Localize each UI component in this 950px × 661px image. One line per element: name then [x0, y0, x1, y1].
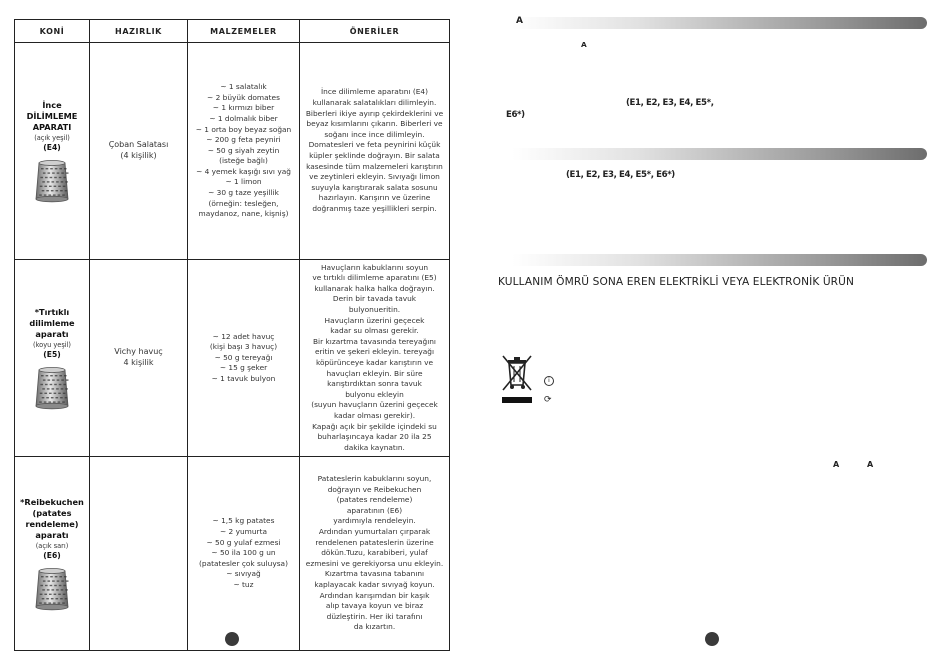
- suggestion-line: Bir kızartma tavasında tereyağını: [312, 336, 436, 346]
- suggestion-line: İnce dilimleme aparatını (E4): [320, 87, 429, 97]
- table-row: [15, 43, 450, 260]
- page-number-marker-left: [225, 632, 239, 646]
- ingredient-line: ~ 1,5 kg patates: [212, 516, 275, 526]
- suggestion-line: Kapağı açık bir şekilde içindeki su: [312, 421, 437, 431]
- suggestion-line: suyuyla karıştırarak salata sosunu: [311, 182, 438, 192]
- suggestion-line: kadar olması gerekir).: [333, 410, 416, 420]
- hazirlik-line: 4 kişilik: [123, 358, 154, 367]
- suggestion-line: Biberleri ikiye ayırıp çekirdeklerini ve: [305, 108, 444, 118]
- recipe-table: [14, 19, 450, 651]
- table-header-row: [15, 20, 450, 43]
- suggestion-line: köpürünceye kadar karıştırın ve: [315, 358, 434, 367]
- koni-name-line: dilimleme: [29, 317, 75, 328]
- koni-cell: [15, 43, 90, 260]
- header-oneriler: ÖNERİLER: [300, 20, 450, 43]
- table-row: [15, 457, 450, 651]
- ingredient-line: (patatesler çok suluysa): [199, 558, 288, 568]
- suggestion-line: havuçları ekleyin. Bir süre: [326, 368, 423, 378]
- ingredient-line: ~ 12 adet havuç: [212, 331, 275, 341]
- suggestion-line: Havuçların kabuklarını soyun: [320, 262, 429, 272]
- ingredient-line: ~ 30 g taze yeşillik: [208, 188, 279, 198]
- suggestion-line: Ardından karışımdan bir kaşık: [319, 590, 430, 600]
- ingredient-line: (örneğin: tesleğen,: [208, 198, 279, 208]
- suggestion-line: yardımıyla rendeleyin.: [333, 516, 416, 526]
- oneriler-cell: [300, 260, 450, 457]
- koni-name-line: (patates: [32, 507, 72, 518]
- suggestion-line: (patates rendeleme): [336, 495, 413, 505]
- suggestion-line: bulyonueritin.: [348, 305, 401, 315]
- hazirlik-line: Çoban Salatası: [108, 140, 169, 150]
- ingredient-line: (isteğe bağlı): [219, 156, 268, 166]
- ingredient-line: maydanoz, nane, kişniş): [198, 209, 289, 219]
- suggestion-line: karıştırdıktan sonra tavuk: [327, 379, 422, 389]
- section-bar-1-label: A: [516, 16, 523, 26]
- suggestion-line: Kızartma tavasına tabanını: [324, 569, 425, 579]
- crossed-out-bin-icon: [500, 352, 534, 404]
- oneriler-cell: [300, 43, 450, 260]
- table-row: [15, 260, 450, 457]
- cone-codes-line-1: (E1, E2, E3, E4, E5*,: [626, 98, 714, 108]
- malzemeler-cell: [188, 457, 300, 651]
- section-title-weee: KULLANIM ÖMRÜ SONA EREN ELEKTRİKLİ VEYA ELEKTRONİK ÜRÜN: [498, 276, 855, 288]
- suggestion-line: dakika kaynatın.: [344, 442, 405, 452]
- ingredient-line: ~ 1 orta boy beyaz soğan: [195, 124, 292, 134]
- oneriler-cell: [300, 457, 450, 651]
- hazirlik-line: (4 kişilik): [120, 151, 157, 160]
- koni-color: (koyu yeşil): [33, 340, 71, 349]
- suggestion-line: dökün.Tuzu, karabiberi, yulaf: [321, 548, 428, 558]
- koni-name-line: APARATI: [32, 121, 72, 132]
- suggestion-line: ve tırtıklı dilimleme aparatını (E5): [312, 273, 437, 283]
- cone-drum-image-3: [32, 567, 72, 611]
- suggestion-line: Patateslerin kabuklarını soyun,: [317, 474, 432, 484]
- suggestion-line: Domatesleri ve feta peynirini küçük: [308, 140, 441, 150]
- suggestion-line: kullanarak salatalıkları dilimleyin.: [312, 98, 437, 108]
- suggestion-line: (suyun havuçların üzerini geçecek: [311, 400, 438, 410]
- malzemeler-cell: [188, 43, 300, 260]
- koni-name-line: aparatı: [35, 328, 69, 339]
- ingredient-line: ~ 50 g yulaf ezmesi: [206, 537, 281, 547]
- suggestion-line: kaplayacak kadar sıvıyağ koyun.: [314, 579, 435, 589]
- ingredient-line: ~ 50 ila 100 g un: [211, 548, 276, 558]
- cone-drum-image-1: [32, 159, 72, 203]
- header-hazirlik: HAZIRLIK: [90, 20, 188, 43]
- ingredient-line: (kişi başı 3 havuç): [209, 342, 278, 352]
- page-number-marker-right: [705, 632, 719, 646]
- koni-name-line: rendeleme): [25, 518, 79, 529]
- koni-name-line: İnce: [42, 99, 62, 110]
- koni-cell: [15, 260, 90, 457]
- sub-label-a: A: [581, 40, 587, 49]
- koni-name-line: aparatı: [35, 529, 69, 540]
- ingredient-line: ~ 1 salatalık: [220, 82, 267, 92]
- hazirlik-cell: [90, 43, 188, 260]
- koni-code: (E5): [43, 349, 61, 359]
- suggestion-line: kasesinde tüm malzemeleri karıştırın: [306, 161, 443, 171]
- a-label-2: A: [867, 460, 874, 469]
- hazirlik-cell: [90, 260, 188, 457]
- suggestion-line: bulyonu ekleyin: [345, 389, 404, 399]
- ingredient-line: ~ 200 g feta peyniri: [206, 135, 281, 145]
- suggestion-line: buharlaşıncaya kadar 20 ila 25: [317, 432, 432, 442]
- suggestion-line: kadar su olması gerekir.: [330, 326, 419, 336]
- malzemeler-cell: [188, 260, 300, 457]
- koni-cell: [15, 457, 90, 651]
- suggestion-line: alıp tavaya koyun ve biraz: [325, 601, 424, 611]
- suggestion-line: düzleştirin. Her iki tarafını: [326, 611, 423, 621]
- a-label-1: A: [833, 460, 840, 469]
- ingredient-line: ~ 50 g siyah zeytin: [207, 145, 280, 155]
- suggestion-line: ve zeytinleri ekleyin. Sıvıyağı limon: [309, 172, 440, 182]
- suggestion-line: aparatının (E6): [346, 505, 403, 515]
- ingredient-line: ~ sıvıyağ: [226, 569, 261, 579]
- hazirlik-cell: [90, 457, 188, 651]
- suggestion-line: da kızartın.: [353, 622, 396, 632]
- ingredient-line: ~ 15 g şeker: [219, 363, 268, 373]
- ingredient-line: ~ 4 yemek kaşığı sıvı yağ: [196, 166, 291, 176]
- header-koni: KONİ: [15, 20, 90, 43]
- ingredient-line: ~ 2 yumurta: [220, 527, 267, 537]
- koni-name-line: DİLİMLEME: [26, 110, 78, 121]
- cone-codes-line-2: (E1, E2, E3, E4, E5*, E6*): [566, 170, 675, 180]
- section-bar-3: [512, 254, 927, 266]
- koni-name-line: *Tırtıklı: [34, 306, 70, 317]
- suggestion-line: Havuçların üzerini geçecek: [324, 315, 425, 325]
- ingredient-line: ~ 1 kırmızı biber: [212, 103, 275, 113]
- suggestion-line: beyaz kısımlarını çıkarın. Biberleri ve: [306, 119, 443, 129]
- suggestion-line: doğranmış taze yeşillikleri serpin.: [312, 203, 437, 213]
- koni-code: (E6): [43, 550, 61, 560]
- ingredient-line: ~ tuz: [233, 579, 254, 589]
- suggestion-line: rendelenen patateslerin üzerine: [315, 537, 434, 547]
- ingredient-line: ~ 1 limon: [225, 177, 262, 187]
- koni-color: (açık sarı): [35, 541, 69, 550]
- suggestion-line: doğrayın ve Reibekuchen: [327, 484, 422, 494]
- koni-code: (E4): [43, 142, 61, 152]
- info-icon: i: [544, 376, 554, 386]
- suggestion-line: hazırlayın. Karışırın ve üzerine: [318, 193, 431, 203]
- ingredient-line: ~ 50 g tereyağı: [214, 352, 273, 362]
- cone-drum-image-2: [32, 366, 72, 410]
- suggestion-line: Ardından yumurtaları çırparak: [318, 527, 431, 537]
- suggestion-line: kullanarak halka halka doğrayın.: [314, 283, 435, 293]
- suggestion-line: eritin ve şekeri ekleyin. tereyağı: [314, 347, 435, 357]
- ingredient-line: ~ 1 tavuk bulyon: [211, 373, 276, 383]
- section-bar-1: [512, 17, 927, 29]
- suggestion-line: ezmesini ve gerekiyorsa unu ekleyin.: [305, 558, 444, 568]
- ingredient-line: ~ 2 büyük domates: [207, 92, 280, 102]
- suggestion-line: küpler şeklinde doğrayın. Bir salata: [309, 151, 440, 160]
- suggestion-line: Derin bir tavada tavuk: [332, 294, 417, 304]
- header-malzemeler: MALZEMELER: [188, 20, 300, 43]
- recycle-icon: ⟳: [544, 395, 552, 405]
- section-bar-2: [512, 148, 927, 160]
- koni-name-line: *Reibekuchen: [20, 496, 84, 507]
- cone-codes-line-1b: E6*): [506, 110, 525, 120]
- ingredient-line: ~ 1 dolmalık biber: [209, 113, 278, 123]
- koni-color: (açık yeşil): [34, 133, 70, 142]
- suggestion-line: soğanı ince ince dilimleyin.: [324, 129, 425, 139]
- hazirlik-line: Vichy havuç: [114, 347, 163, 357]
